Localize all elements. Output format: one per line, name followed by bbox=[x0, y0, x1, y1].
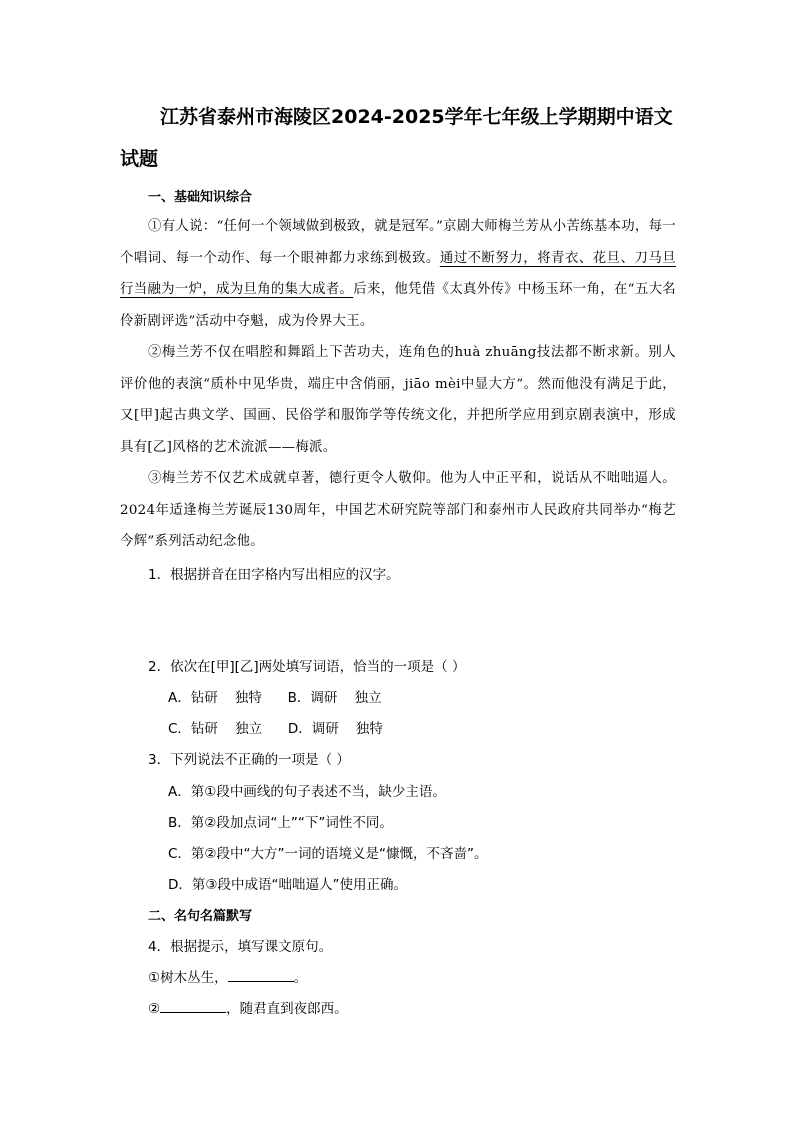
question-2: 2．依次在[甲][乙]两处填写词语，恰当的一项是（ ） bbox=[148, 659, 466, 675]
passage-paragraph-2: ②梅兰芳不仅在唱腔和舞蹈上下苦功夫，连角色的huà zhuāng技法都不断求新。别人评价他的表演“质朴中见华贵，端庄中含俏丽，jiāo mèi中显大方”。然而他没有满足于此，又[甲]起古典文学、国画、民俗学和服饰学等传统文化，并把所学应用到京剧表演中，形成具有[乙]风格的艺术流派——梅派。 bbox=[120, 345, 676, 455]
question-4: 4．根据提示，填写课文原句。 bbox=[148, 939, 333, 955]
paragraph-1-underlined-sentence: 通过不断努力，将青衣、花旦、刀马旦行当融为一炉，成为旦角的集大成者。 bbox=[120, 250, 676, 297]
recitation-item-2-prefix: ② bbox=[148, 1001, 161, 1017]
question-3: 3．下列说法不正确的一项是（ ） bbox=[148, 752, 350, 768]
question-3-option-a: A．第①段中画线的句子表述不当，缺少主语。 bbox=[168, 784, 446, 800]
paragraph-1-text-b: 后来，他凭借《太真外传》中杨玉环一角，在“五大名伶新剧评选”活动中夺魁，成为伶界大王。 bbox=[120, 282, 676, 329]
passage-paragraph-1 bbox=[120, 211, 676, 337]
section-heading-basics: 一、基础知识综合 bbox=[148, 190, 253, 205]
answer-blank-1[interactable] bbox=[228, 980, 294, 982]
paragraph-1-text-a: ①有人说：“任何一个领域做到极致，就是冠军。”京剧大师梅兰芳从小苦练基本功，每一个唱词、每一个动作、每一个眼神都力求练到极致。 bbox=[120, 219, 676, 266]
recitation-item-1-prefix: ①树木丛生， bbox=[148, 970, 228, 986]
question-3-option-b: B．第②段加点词“上”“下”词性不同。 bbox=[168, 815, 393, 831]
section-heading-recitation: 二、名句名篇默写 bbox=[148, 909, 253, 924]
recitation-item-1-suffix: 。 bbox=[293, 970, 308, 986]
page-title: 江苏省泰州市海陵区2024-2025学年七年级上学期期中语文试题 bbox=[120, 106, 673, 170]
recitation-item-2-suffix: ，随君直到夜郎西。 bbox=[226, 1001, 348, 1017]
answer-blank-2[interactable] bbox=[160, 1011, 226, 1013]
question-2-options-row-2: C．钻研 独立 D．调研 独特 bbox=[168, 721, 383, 737]
recitation-item-1 bbox=[148, 966, 307, 986]
question-3-option-d: D．第③段中成语“咄咄逼人”使用正确。 bbox=[168, 877, 407, 893]
passage-paragraph-3: ③梅兰芳不仅艺术成就卓著，德行更令人敬仰。他为人中正平和，说话从不咄咄逼人。2024年适逢梅兰芳诞辰130周年，中国艺术研究院等部门和泰州市人民政府共同举办“梅艺今辉”系列活动纪念他。 bbox=[120, 471, 676, 549]
question-1: 1．根据拼音在田字格内写出相应的汉字。 bbox=[148, 567, 400, 583]
question-2-options-row-1: A．钻研 独特 B．调研 独立 bbox=[168, 690, 382, 706]
recitation-item-2 bbox=[148, 997, 348, 1017]
question-3-option-c: C．第②段中“大方”一词的语境义是“慷慨，不吝啬”。 bbox=[168, 846, 488, 862]
